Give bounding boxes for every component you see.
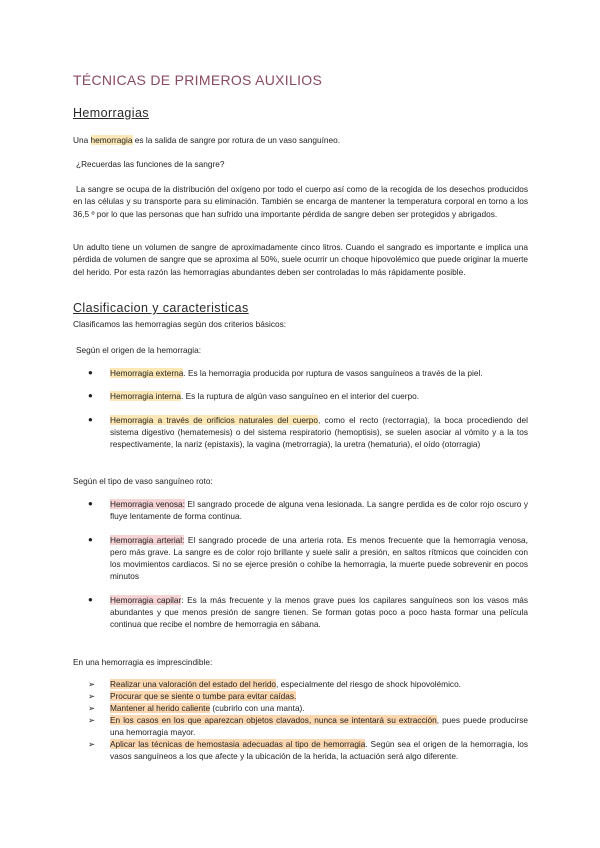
list-item: ● Hemorragia capilar: Es la más frecuente y la menos grave pues los capilares sanguíneos son los vasos más abundantes y que menos presión de sangre tienen. Se forman gotas poco a poco hasta formar una película continua que recibe el nombre de hemorragia en sábana. (88, 594, 528, 630)
highlight-term: Hemorragia a través de orificios naturales del cuerpo (110, 414, 319, 425)
highlight-term: Aplicar las técnicas de hemostasia adecuadas al tipo de hemorragia (110, 739, 366, 749)
origin-list (73, 367, 528, 461)
classification-intro: Clasificamos las hemorragias según dos criterios básicos: (73, 319, 287, 329)
list-item: ● Hemorragia a través de orificios naturales del cuerpo, como el recto (rectorragia), la boca procediendo del sistema digestivo (hematemesis) o del sistema respiratorio (hemoptisis), se suelen asociar al vómito y a la tos respectivamente, la nariz (epistaxis), la vagina (metrorragia), la uretra (hematuria), el oído (otorragia) (88, 414, 528, 450)
list-item: ● Hemorragia externa. Es la hemorragia producida por ruptura de vasos sanguíneos a través de la piel. (88, 368, 483, 378)
highlight-term: En los casos en los que aparezcan objetos clavados, nunca se intentará su extracción (110, 715, 437, 725)
list-item (73, 714, 528, 738)
section-heading-clasificacion: Clasificacion y caracteristicas (73, 301, 249, 315)
item-text: (cubrirlo con una manta). (210, 703, 305, 713)
item-text: : Es la más frecuente y la menos grave pues los capilares sanguíneos son los vasos más abundantes y que menos presión de sangre tienen. Se forman gotas poco a poco hasta formar una película continua que recibe el nombre de hemorragia en sábana. (110, 594, 528, 630)
list-item (73, 738, 528, 762)
question-paragraph: ¿Recuerdas las funciones de la sangre? (76, 159, 225, 169)
list-item (73, 702, 528, 714)
highlight-hemorragia: hemorragia (90, 135, 133, 145)
section-heading-hemorragias: Hemorragias (73, 106, 149, 120)
arrow-icon: ➢ (88, 691, 96, 701)
highlight-term: Procurar que se siente o tumbe para evitar caídas. (110, 691, 297, 701)
item-text: El sangrado procede de una arteria rota. Es menos frecuente que la hemorragia venosa, pero más grave. La sangre es de color rojo brillante y suele salir a presión, en saltos rítmicos que coinciden con los movimientos cardiacos. Si no se ejerce presión o cohíbe la hemorragia, la muerte puede sobrevenir en pocos minutos (110, 534, 528, 582)
list-item: ● Hemorragia venosa: El sangrado procede de alguna vena lesionada. La sangre perdida es de color rojo oscuro y fluye lentamente de forma continua. (88, 499, 528, 522)
list-item: ● Hemorragia interna. Es la ruptura de algún vaso sanguíneo en el interior del cuerpo. (88, 391, 420, 402)
item-text: El sangrado procede de alguna vena lesionada. La sangre perdida es de color rojo oscuro y fluye lentamente de forma continua. (110, 499, 528, 522)
item-text: . Es la hemorragia producida por ruptura de vasos sanguíneos a través de la piel. (183, 368, 483, 378)
blood-function-paragraph: La sangre se ocupa de la distribución del oxígeno por todo el cuerpo así como de la recogida de los desechos producidos en las células y su transporte para su eliminación. También se encarga de mantener la temperatura corporal en torno a los 36,5 º por lo que las personas que han sufrido una importante pérdida de sangre deben ser protegidos y abrigados. (73, 184, 528, 219)
definition-suffix: es la salida de sangre por rotura de un vaso sanguíneo. (132, 135, 341, 145)
origin-label: Según el origen de la hemorragia: (76, 345, 201, 355)
item-text: , pues puede producirse una hemorragia mayor. (110, 715, 528, 737)
highlight-term: Mantener al herido caliente (110, 703, 211, 713)
arrow-icon: ➢ (88, 715, 96, 725)
list-item: ● Hemorragia arterial: El sangrado procede de una arteria rota. Es menos frecuente que la hemorragia venosa, pero más grave. La sangre es de color rojo brillante y suele salir a presión, en saltos rítmicos que coinciden con los movimientos cardiacos. Si no se ejerce presión o cohíbe la hemorragia, la muerte puede sobrevenir en pocos minutos (88, 534, 528, 582)
highlight-term: Hemorragia externa (110, 368, 184, 378)
essential-label: En una hemorragia es imprescindible: (73, 657, 213, 667)
definition-paragraph (73, 134, 528, 146)
arrow-icon: ➢ (88, 679, 96, 689)
highlight-term: Hemorragia interna (110, 391, 182, 402)
list-item (73, 690, 528, 702)
essential-list (73, 678, 528, 762)
vessel-label: Según el tipo de vaso sanguíneo roto: (73, 476, 213, 486)
item-text: . Es la ruptura de algún vaso sanguíneo en el interior del cuerpo. (181, 391, 420, 402)
item-text: , especialmente del riesgo de shock hipovolémico. (276, 679, 461, 689)
list-item (73, 678, 528, 690)
highlight-term: Hemorragia venosa: (110, 499, 185, 509)
highlight-term: Hemorragia capilar (110, 594, 182, 605)
blood-volume-paragraph: Un adulto tiene un volumen de sangre de aproximadamente cinco litros. Cuando el sangrado es importante e implica una pérdida de volumen de sangre que se aproxima al 50%, suele ocurrir un choque hipovolémico que puede originar la muerte del herido. Por esta razón las hemorragias abundantes deben ser controladas lo más rápidamente posible. (73, 242, 528, 277)
page-title: TÉCNICAS DE PRIMEROS AUXILIOS (73, 72, 323, 88)
arrow-icon: ➢ (88, 739, 96, 749)
highlight-term: Realizar una valoración del estado del herido (110, 679, 277, 689)
item-text: . Según sea el origen de la hemorragia, los vasos sanguíneos a los que afecte y la ubicación de la herida, la actuación será algo diferente. (110, 739, 528, 761)
arrow-icon: ➢ (88, 703, 96, 713)
item-text: , como el recto (rectorragia), la boca procediendo del sistema digestivo (hematemesis) o del sistema respiratorio (hemoptisis), se suelen asociar al vómito y a la tos respectivamente, la nariz (epistaxis), la vagina (metrorragia), la uretra (hematuria), el oído (otorragia) (110, 414, 528, 450)
highlight-term: Hemorragia arterial: (110, 534, 185, 545)
vessel-list (73, 498, 528, 642)
definition-prefix: Una (73, 135, 91, 145)
